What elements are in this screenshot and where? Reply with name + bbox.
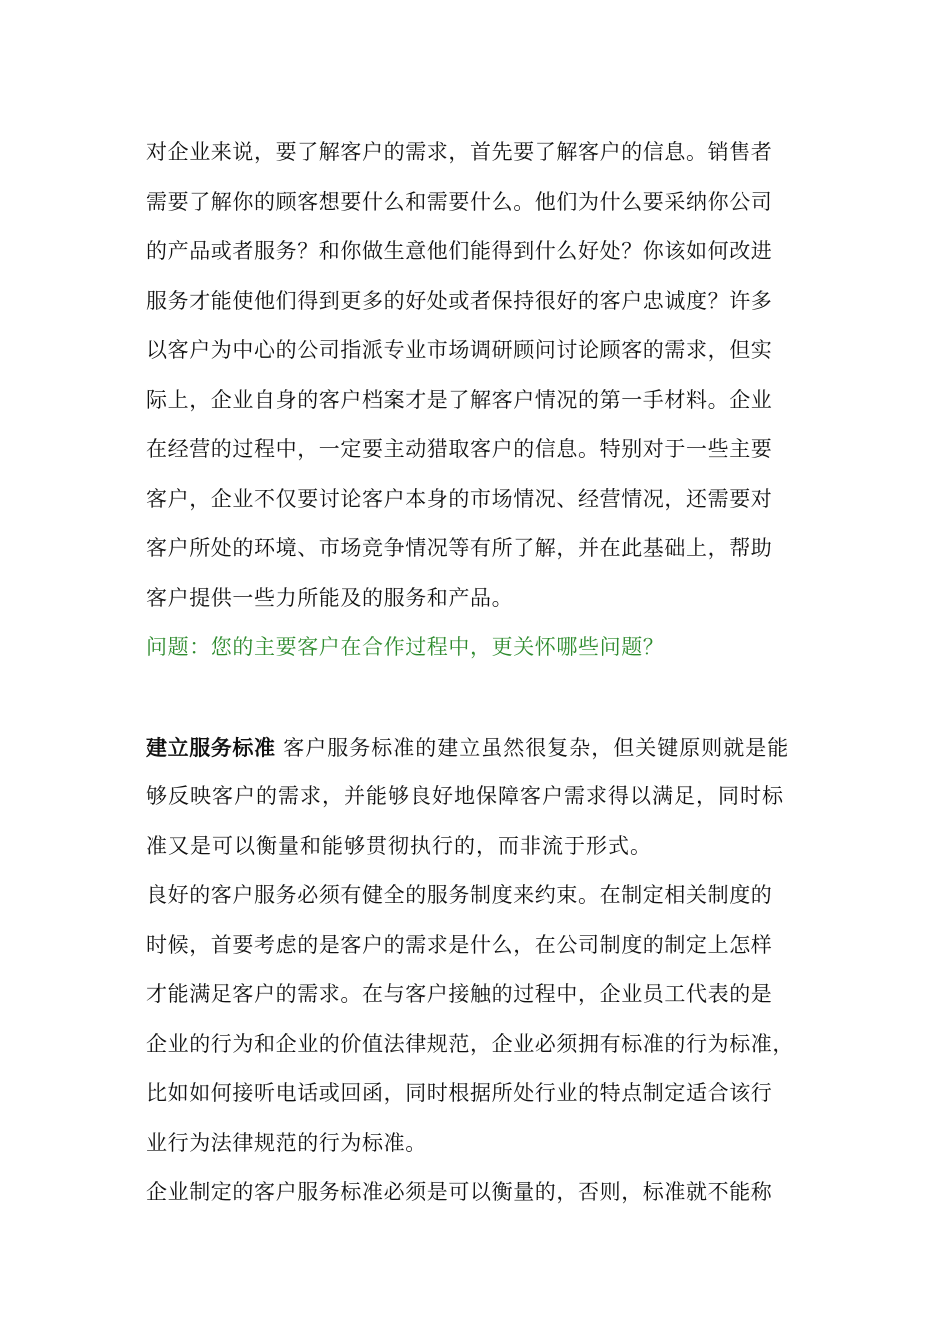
text-line: 准又是可以衡量和能够贯彻执行的，而非流于形式。 bbox=[146, 833, 652, 858]
text-line: 服务才能使他们得到更多的好处或者保持很好的客户忠诚度？许多 bbox=[146, 288, 773, 313]
section-first-line-text: 客户服务标准的建立虽然很复杂，但关键原则就是能 bbox=[275, 735, 790, 760]
text-line: 对企业来说，要了解客户的需求，首先要了解客户的信息。销售者 bbox=[146, 140, 773, 164]
section-service-standards bbox=[146, 723, 806, 872]
text-line: 客户所处的环境、市场竞争情况等有所了解，并在此基础上，帮助 bbox=[146, 536, 773, 560]
section-heading: 建立服务标准 bbox=[146, 734, 276, 760]
text-line: 良好的客户服务必须有健全的服务制度来约束。在制定相关制度的 bbox=[146, 883, 773, 907]
text-line: 企业制定的客户服务标准必须是可以衡量的，否则，标准就不能称 bbox=[146, 1180, 773, 1204]
paragraph-measurable-standards bbox=[146, 1168, 806, 1218]
text-line: 才能满足客户的需求。在与客户接触的过程中，企业员工代表的是 bbox=[146, 982, 773, 1006]
text-line: 以客户为中心的公司指派专业市场调研顾问讨论顾客的需求，但实 bbox=[146, 338, 773, 362]
text-line: 际上，企业自身的客户档案才是了解客户情况的第一手材料。企业 bbox=[146, 387, 773, 412]
text-line: 需要了解你的顾客想要什么和需要什么。他们为什么要采纳你公司 bbox=[146, 189, 773, 214]
text-line: 的产品或者服务？和你做生意他们能得到什么好处？你该如何改进 bbox=[146, 239, 773, 263]
paragraph-gap bbox=[146, 673, 806, 723]
text-line: 在经营的过程中，一定要主动猎取客户的信息。特别对于一些主要 bbox=[146, 437, 773, 461]
paragraph-service-system bbox=[146, 871, 806, 1168]
text-line: 企业的行为和企业的价值法律规范，企业必须拥有标准的行为标准， bbox=[146, 1031, 794, 1056]
text-line: 够反映客户的需求，并能够良好地保障客户需求得以满足，同时标 bbox=[146, 784, 784, 808]
question-prompt: 问题：您的主要客户在合作过程中，更关怀哪些问题？ bbox=[146, 635, 665, 659]
text-line: 客户提供一些力所能及的服务和产品。 bbox=[146, 585, 514, 610]
text-line: 比如如何接听电话或回函，同时根据所处行业的特点制定适合该行 bbox=[146, 1081, 773, 1105]
text-line: 业行为法律规范的行为标准。 bbox=[146, 1130, 427, 1155]
text-line: 客户，企业不仅要讨论客户本身的市场情况、经营情况，还需要对 bbox=[146, 486, 773, 511]
paragraph-customer-information bbox=[146, 128, 806, 623]
section-first-line bbox=[146, 723, 806, 773]
document-page bbox=[146, 128, 806, 1218]
text-line: 时候，首要考虑的是客户的需求是什么，在公司制度的制定上怎样 bbox=[146, 932, 773, 957]
